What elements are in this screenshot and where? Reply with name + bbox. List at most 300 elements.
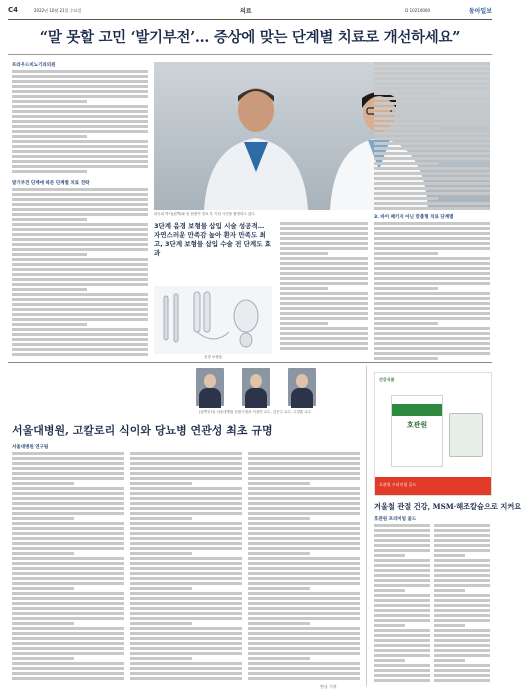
text-line: [374, 282, 490, 285]
text-line: [130, 582, 242, 585]
text-line: [12, 323, 87, 326]
text-line: [130, 592, 242, 595]
article3-headline: 겨울철 관절 건강, MSM·해조칼슘으로 지켜요: [374, 502, 521, 511]
text-line: [130, 492, 242, 495]
text-line: [12, 472, 124, 475]
text-line: [12, 238, 148, 241]
text-line: [130, 562, 242, 565]
text-line: [374, 564, 430, 567]
page-header: [8, 6, 492, 18]
text-line: [374, 137, 490, 140]
text-line: [434, 574, 490, 577]
text-line: [280, 282, 368, 285]
text-line: [374, 207, 490, 210]
text-line: [248, 617, 360, 620]
text-line: [280, 307, 368, 310]
text-line: [12, 622, 74, 625]
text-line: [280, 292, 368, 295]
text-line: [434, 599, 490, 602]
text-line: [12, 273, 148, 276]
text-line: [434, 554, 465, 557]
text-line: [374, 222, 490, 225]
text-line: [374, 584, 430, 587]
text-line: [130, 557, 242, 560]
text-line: [130, 627, 242, 630]
text-line: [130, 517, 192, 520]
text-line: [280, 222, 368, 225]
text-line: [12, 283, 148, 286]
text-line: [12, 233, 148, 236]
text-line: [374, 232, 490, 235]
text-line: [280, 242, 368, 245]
article1-subhead-2: 3. 바이 패키지 아닌 맞춤형 치료 단계별: [374, 215, 454, 220]
text-line: [374, 242, 490, 245]
text-line: [12, 587, 74, 590]
text-line: [248, 517, 310, 520]
text-line: [12, 263, 148, 266]
text-line: [374, 529, 430, 532]
text-line: [434, 614, 490, 617]
text-line: [374, 664, 430, 667]
text-line: [374, 332, 490, 335]
text-line: [130, 547, 242, 550]
text-line: [12, 557, 124, 560]
text-line: [374, 257, 490, 260]
text-line: [248, 457, 360, 460]
text-line: [12, 537, 124, 540]
text-line: [374, 629, 430, 632]
text-line: [12, 130, 148, 133]
article1-subhead: 발기부전 단계에 따른 단계별 치료 전략: [12, 181, 90, 186]
text-line: [130, 677, 242, 680]
text-line: [374, 177, 490, 180]
text-line: [12, 667, 124, 670]
text-line: [374, 117, 490, 120]
text-line: [280, 297, 368, 300]
section-name: 의료: [240, 8, 252, 15]
text-line: [12, 582, 124, 585]
text-line: [12, 243, 148, 246]
text-line: [248, 622, 310, 625]
text-line: [130, 572, 242, 575]
text-line: [12, 105, 148, 108]
text-line: [374, 237, 490, 240]
text-line: [434, 644, 490, 647]
text-line: [12, 482, 74, 485]
text-line: [374, 317, 490, 320]
text-line: [434, 524, 490, 527]
text-line: [248, 662, 360, 665]
text-line: [130, 637, 242, 640]
product-name: 호관원: [406, 421, 428, 429]
text-line: [434, 544, 490, 547]
text-line: [280, 287, 328, 290]
text-line: [12, 338, 148, 341]
header-rule: [8, 19, 492, 20]
text-line: [374, 599, 430, 602]
text-line: [248, 542, 360, 545]
text-line: [374, 679, 430, 682]
text-line: [248, 642, 360, 645]
product-box: [391, 395, 443, 467]
article2-reporter: 연규 기자: [320, 684, 337, 689]
text-line: [434, 634, 490, 637]
text-line: [374, 342, 490, 345]
text-line: [434, 619, 490, 622]
text-line: [12, 647, 124, 650]
text-line: [12, 110, 148, 113]
text-line: [374, 352, 490, 355]
text-line: [248, 527, 360, 530]
portrait-3: [288, 368, 316, 406]
text-line: [280, 252, 328, 255]
text-line: [374, 122, 490, 125]
text-line: [130, 527, 242, 530]
publication-name: 동아일보: [468, 8, 492, 15]
text-line: [130, 467, 242, 470]
text-line: [248, 582, 360, 585]
text-line: [374, 524, 430, 527]
text-line: [12, 150, 148, 153]
text-line: [12, 135, 87, 138]
text-line: [12, 213, 148, 216]
text-line: [248, 507, 360, 510]
text-line: [280, 312, 368, 315]
text-line: [130, 647, 242, 650]
text-line: [12, 572, 124, 575]
text-line: [374, 307, 490, 310]
text-line: [248, 612, 360, 615]
text-line: [280, 322, 328, 325]
page-number: C4: [8, 6, 19, 14]
text-line: [374, 554, 405, 557]
text-line: [12, 228, 148, 231]
article3-byline: 호관원 프리미엄 골드: [374, 517, 417, 522]
text-line: [12, 85, 148, 88]
text-line: [434, 549, 490, 552]
text-line: [12, 457, 124, 460]
text-line: [248, 637, 360, 640]
text-line: [374, 534, 430, 537]
health-product-ad: [374, 372, 492, 496]
text-line: [248, 652, 360, 655]
text-line: [12, 145, 148, 148]
text-line: [374, 649, 430, 652]
text-line: [12, 492, 124, 495]
text-line: [248, 672, 360, 675]
text-line: [374, 152, 490, 155]
text-line: [248, 472, 360, 475]
text-line: [374, 297, 490, 300]
text-line: [130, 497, 242, 500]
text-line: [12, 100, 87, 103]
text-line: [434, 664, 490, 667]
text-line: [374, 322, 438, 325]
text-line: [280, 317, 368, 320]
text-line: [280, 332, 368, 335]
text-line: [130, 532, 242, 535]
text-line: [434, 624, 465, 627]
photo-caption: 파우쉬 박사(왼쪽)와 한 원장이 진료 후 기념 사진을 촬영하고 있다.: [154, 212, 256, 216]
text-line: [130, 567, 242, 570]
text-line: [12, 527, 124, 530]
text-line: [12, 592, 124, 595]
text-line: [130, 632, 242, 635]
text-line: [374, 639, 430, 642]
text-line: [12, 223, 148, 226]
text-line: [374, 544, 430, 547]
text-line: [374, 574, 430, 577]
text-line: [12, 632, 124, 635]
text-line: [248, 632, 360, 635]
text-line: [434, 679, 490, 682]
text-line: [248, 657, 310, 660]
ad-brand: 건강식품: [379, 377, 395, 382]
text-line: [434, 539, 490, 542]
text-line: [434, 589, 465, 592]
text-line: [248, 467, 360, 470]
text-line: [12, 308, 148, 311]
text-line: [130, 462, 242, 465]
text-line: [280, 232, 368, 235]
text-line: [130, 597, 242, 600]
text-line: [12, 462, 124, 465]
ad-footer-text: 호관원 프리미엄 골드: [379, 482, 417, 487]
text-line: [130, 607, 242, 610]
text-line: [12, 567, 124, 570]
text-line: [374, 302, 490, 305]
text-line: [374, 287, 438, 290]
text-line: [248, 487, 360, 490]
text-line: [374, 162, 438, 165]
text-line: [12, 662, 124, 665]
text-line: [248, 482, 310, 485]
text-line: [374, 127, 438, 130]
text-line: [374, 107, 490, 110]
text-line: [12, 248, 148, 251]
text-line: [248, 567, 360, 570]
text-line: [374, 262, 490, 265]
text-line: [374, 654, 430, 657]
text-line: [280, 227, 368, 230]
text-line: [12, 577, 124, 580]
text-line: [12, 193, 148, 196]
headline-rule: [8, 54, 492, 55]
text-line: [374, 247, 490, 250]
text-line: [374, 62, 490, 65]
product-pack: [449, 413, 483, 457]
text-line: [130, 612, 242, 615]
text-line: [12, 170, 87, 173]
text-line: [374, 277, 490, 280]
text-line: [12, 542, 124, 545]
text-line: [280, 237, 368, 240]
portraits-caption: (왼쪽부터) 서울대병원 순환기내과 이상민 교수, 김은주 교수, 고경훈 교수: [199, 410, 311, 414]
text-line: [12, 602, 124, 605]
text-line: [248, 667, 360, 670]
text-line: [248, 522, 360, 525]
text-line: [434, 534, 490, 537]
text-line: [12, 218, 87, 221]
text-line: [12, 507, 124, 510]
text-line: [12, 477, 124, 480]
text-line: [374, 549, 430, 552]
text-line: [12, 522, 124, 525]
text-line: [374, 327, 490, 330]
text-line: [374, 87, 490, 90]
text-line: [434, 529, 490, 532]
text-line: [374, 357, 438, 360]
text-line: [434, 594, 490, 597]
text-line: [130, 617, 242, 620]
column-divider: [366, 366, 367, 686]
text-line: [12, 115, 148, 118]
text-line: [12, 208, 148, 211]
text-line: [12, 90, 148, 93]
text-line: [12, 657, 74, 660]
text-line: [374, 594, 430, 597]
text-line: [130, 502, 242, 505]
text-line: [12, 672, 124, 675]
text-line: [434, 669, 490, 672]
doctor-left-figure: [194, 72, 314, 210]
text-line: [374, 644, 430, 647]
text-line: [248, 452, 360, 455]
text-line: [248, 547, 360, 550]
text-line: [12, 278, 148, 281]
text-line: [434, 654, 490, 657]
text-line: [374, 172, 490, 175]
text-line: [374, 619, 430, 622]
text-line: [280, 277, 368, 280]
article2-headline: 서울대병원, 고칼로리 식이와 당뇨병 연관성 최초 규명: [12, 424, 273, 437]
text-line: [248, 597, 360, 600]
text-line: [130, 472, 242, 475]
text-line: [130, 477, 242, 480]
text-line: [12, 353, 148, 356]
text-line: [130, 672, 242, 675]
ad-footer: [375, 477, 491, 495]
text-line: [12, 95, 148, 98]
text-line: [374, 142, 490, 145]
text-line: [12, 298, 148, 301]
text-line: [12, 165, 148, 168]
text-line: [280, 347, 368, 350]
text-line: [374, 312, 490, 315]
text-line: [374, 167, 490, 170]
text-line: [248, 497, 360, 500]
article-divider-1: [8, 362, 492, 363]
text-line: [12, 253, 87, 256]
text-line: [248, 477, 360, 480]
text-line: [248, 587, 310, 590]
text-line: [12, 617, 124, 620]
text-line: [248, 607, 360, 610]
text-line: [248, 552, 310, 555]
text-line: [12, 80, 148, 83]
text-line: [374, 97, 490, 100]
text-line: [434, 564, 490, 567]
text-line: [12, 612, 124, 615]
text-line: [248, 577, 360, 580]
text-line: [374, 589, 405, 592]
text-line: [280, 267, 368, 270]
text-line: [12, 258, 148, 261]
text-line: [130, 512, 242, 515]
text-line: [374, 182, 490, 185]
text-line: [248, 627, 360, 630]
text-line: [374, 347, 490, 350]
implant-caption: 음경 보형물: [203, 355, 223, 359]
text-line: [12, 627, 124, 630]
text-line: [280, 272, 368, 275]
text-line: [374, 614, 430, 617]
text-line: [374, 669, 430, 672]
text-line: [12, 597, 124, 600]
text-line: [12, 502, 124, 505]
text-line: [130, 662, 242, 665]
article1-byline: 프라우드비뇨기과의원: [12, 63, 56, 68]
text-line: [374, 634, 430, 637]
text-line: [374, 92, 438, 95]
text-line: [248, 557, 360, 560]
text-line: [12, 155, 148, 158]
text-line: [374, 579, 430, 582]
text-line: [374, 659, 405, 662]
text-line: [12, 140, 148, 143]
text-line: [280, 342, 368, 345]
text-line: [280, 262, 368, 265]
article2-byline: 서울대병원 연구팀: [12, 445, 49, 450]
text-line: [374, 604, 430, 607]
text-line: [374, 272, 490, 275]
portrait-2: [242, 368, 270, 406]
text-line: [434, 659, 465, 662]
text-line: [12, 652, 124, 655]
text-line: [248, 677, 360, 680]
text-line: [374, 132, 490, 135]
text-line: [12, 677, 124, 680]
text-line: [12, 607, 124, 610]
text-line: [12, 318, 148, 321]
portrait-1: [196, 368, 224, 406]
text-line: [248, 602, 360, 605]
text-line: [130, 642, 242, 645]
text-line: [374, 67, 490, 70]
text-line: [12, 637, 124, 640]
text-line: [12, 452, 124, 455]
text-line: [12, 313, 148, 316]
text-line: [248, 537, 360, 540]
text-line: [374, 227, 490, 230]
text-line: [374, 77, 490, 80]
text-line: [130, 487, 242, 490]
text-line: [12, 487, 124, 490]
text-line: [374, 112, 490, 115]
text-line: [280, 257, 368, 260]
text-line: [12, 642, 124, 645]
text-line: [12, 293, 148, 296]
text-line: [248, 502, 360, 505]
text-line: [248, 592, 360, 595]
text-line: [374, 192, 490, 195]
text-line: [374, 539, 430, 542]
text-line: [12, 160, 148, 163]
text-line: [434, 604, 490, 607]
text-line: [12, 562, 124, 565]
text-line: [12, 268, 148, 271]
text-line: [434, 639, 490, 642]
